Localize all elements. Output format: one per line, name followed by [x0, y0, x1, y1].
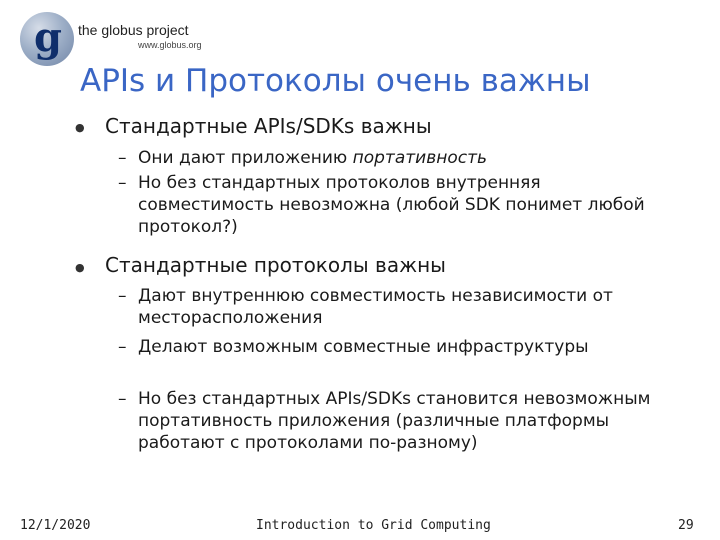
- page-number: 29: [678, 518, 694, 533]
- dash-icon: –: [118, 389, 127, 409]
- sub-item-2-2: [118, 336, 678, 358]
- sub-item-text: Делают возможным совместные инфраструктуры: [138, 337, 589, 357]
- bullet-icon: ●: [75, 261, 85, 274]
- slide-title: APIs и Протоколы очень важны: [80, 63, 591, 99]
- dash-icon: –: [118, 286, 127, 306]
- sub-item-2-3: [118, 388, 678, 454]
- sub-item-text: Но без стандартных APIs/SDKs становится невозможным портативность приложения (различные платформы работают с протоколами по-разному): [138, 389, 651, 453]
- section-heading-1: Стандартные APIs/SDKs важны: [105, 114, 432, 138]
- footer-title: Introduction to Grid Computing: [256, 518, 491, 533]
- sub-item-emphasis: портативность: [352, 148, 487, 168]
- sub-item-text: Дают внутреннюю совместимость независимости от месторасположения: [138, 286, 613, 328]
- logo-name: the globus project: [78, 22, 189, 38]
- dash-icon: –: [118, 173, 127, 193]
- section-heading-2: Стандартные протоколы важны: [105, 253, 446, 277]
- sub-item-1-1: [118, 147, 678, 169]
- sub-item-1-2: [118, 172, 678, 238]
- sub-item-2-1: [118, 285, 678, 329]
- sub-item-text: Но без стандартных протоколов внутренняя совместимость невозможна (любой SDK понимет любой протокол?): [138, 173, 645, 237]
- logo-letter: g: [34, 14, 62, 61]
- dash-icon: –: [118, 148, 127, 168]
- sub-item-text: Они дают приложению: [138, 148, 353, 168]
- footer-date: 12/1/2020: [20, 518, 91, 533]
- logo-url: www.globus.org: [138, 40, 202, 50]
- dash-icon: –: [118, 337, 127, 357]
- bullet-icon: ●: [75, 121, 85, 134]
